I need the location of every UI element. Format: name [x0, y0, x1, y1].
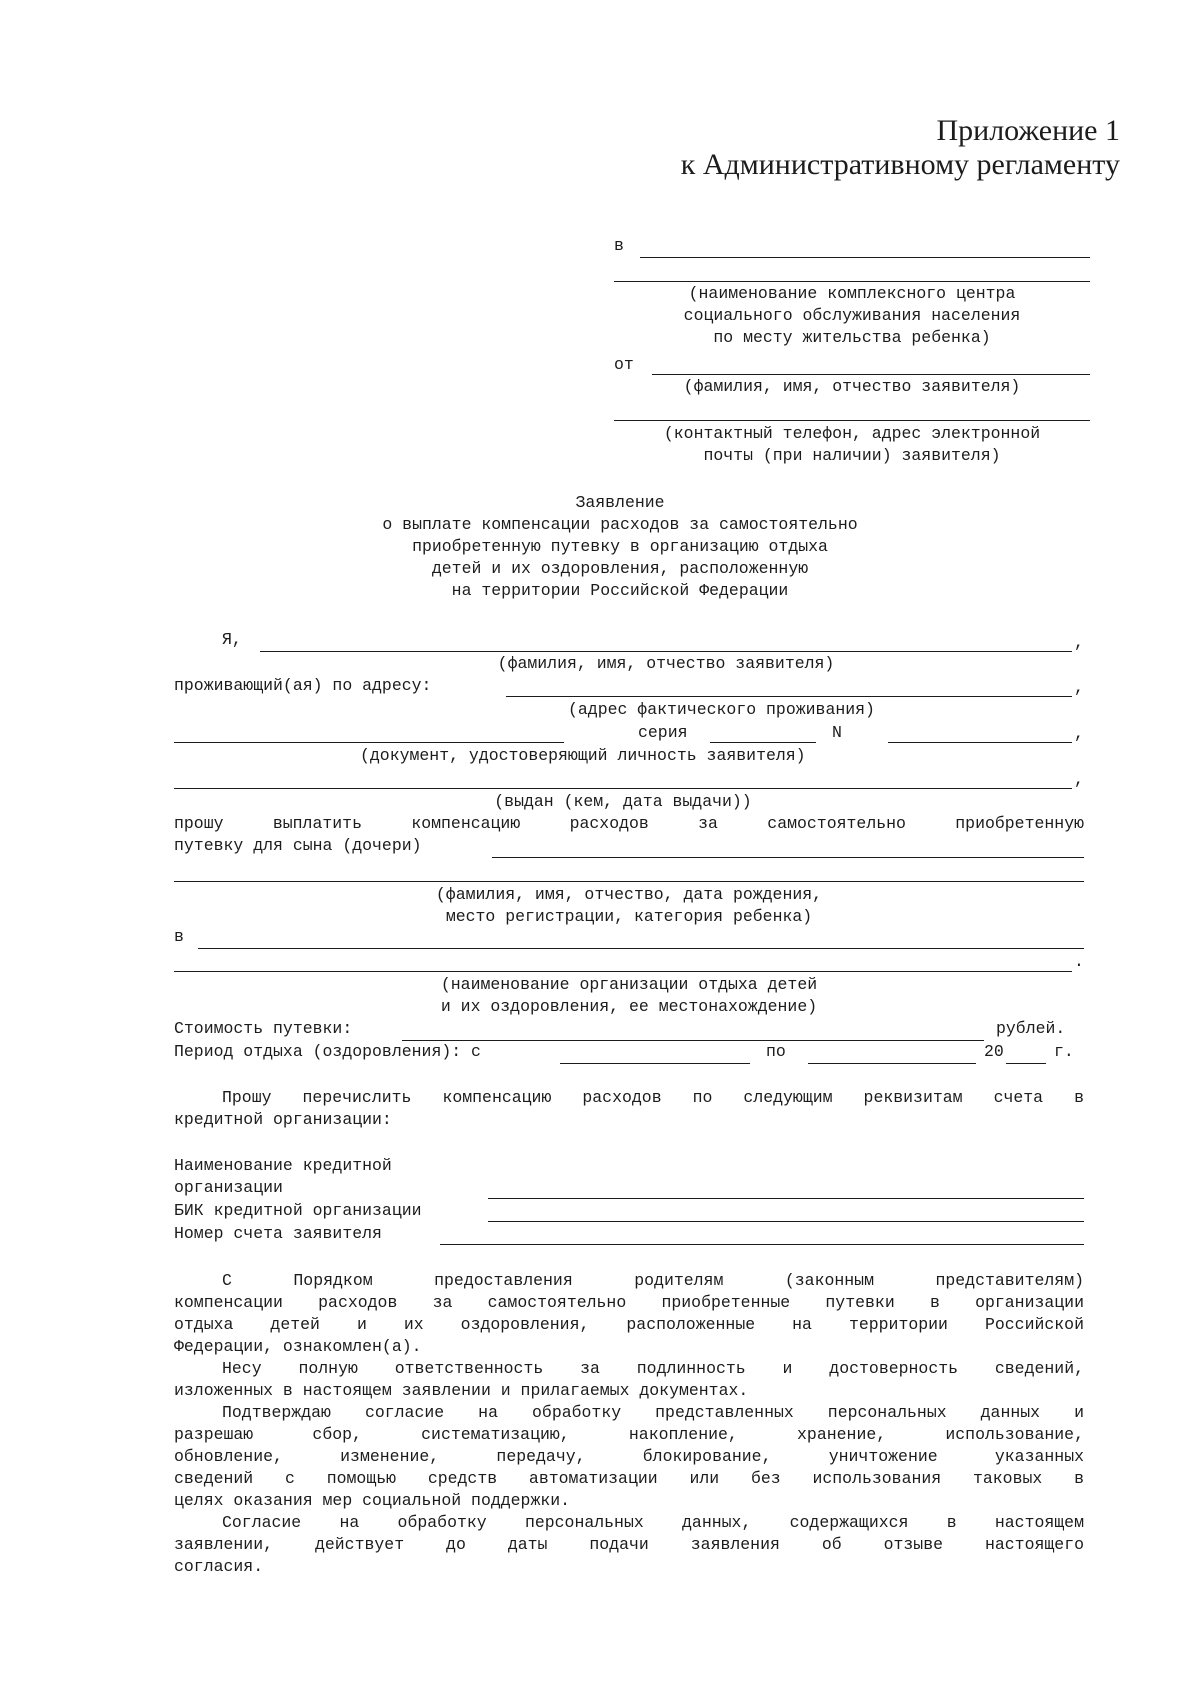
- appendix-number: Приложение 1: [936, 114, 1120, 147]
- account-line: [440, 1244, 1084, 1245]
- contact-caption: [614, 423, 1090, 467]
- i-label: Я,: [222, 630, 242, 649]
- fio-line: [260, 651, 1072, 652]
- period-to-line: [808, 1063, 976, 1064]
- address-line: [506, 696, 1072, 697]
- addressee-prefix-from: от: [614, 355, 634, 374]
- applicant-line: [652, 374, 1090, 375]
- period-from-line: [560, 1063, 750, 1064]
- consent-line: разрешаю сбор, систематизацию, накопление, хранение, использование,: [174, 1425, 1084, 1444]
- applicant-caption: (фамилия, имя, отчество заявителя): [683, 377, 1021, 396]
- issued-line: [174, 788, 1072, 789]
- contact-caption-line: (контактный телефон, адрес электронной: [663, 424, 1041, 443]
- org-line-1: [198, 948, 1084, 949]
- series-line: [710, 742, 816, 743]
- consent-line: С Порядком предоставления родителям (законным представителям): [222, 1271, 1084, 1290]
- cost-label: Стоимость путевки:: [174, 1019, 353, 1038]
- residing-label: проживающий(ая) по адресу:: [174, 676, 432, 695]
- child-caption-line: (фамилия, имя, отчество, дата рождения,: [435, 885, 823, 904]
- bank-name-label: Наименование кредитной: [174, 1156, 392, 1175]
- title-line: на территории Российской Федерации: [451, 581, 789, 600]
- consent-line: Согласие на обработку персональных данных, содержащихся в настоящем: [222, 1513, 1084, 1532]
- child-caption-line: место регистрации, категория ребенка): [445, 907, 813, 926]
- consent-line: Федерации, ознакомлен(а).: [174, 1337, 422, 1356]
- series-label: серия: [638, 723, 688, 742]
- period-year-line: [1006, 1063, 1046, 1064]
- voucher-label: путевку для сына (дочери): [174, 836, 422, 855]
- bank-intro-line: Прошу перечислить компенсацию расходов по следующим реквизитам счета в: [222, 1088, 1084, 1107]
- bank-intro-line: кредитной организации:: [174, 1110, 392, 1129]
- number-line: [888, 742, 1072, 743]
- cost-line: [402, 1040, 984, 1041]
- contact-line: [614, 420, 1090, 421]
- request-line: прошу выплатить компенсацию расходов за самостоятельно приобретенную: [174, 814, 1084, 833]
- title-line: приобретенную путевку в организацию отдыха: [412, 537, 828, 556]
- consent-line: Подтверждаю согласие на обработку представленных персональных данных и: [222, 1403, 1084, 1422]
- voucher-line: [492, 857, 1084, 858]
- regulation-reference: к Административному регламенту: [680, 148, 1120, 181]
- period-dot: .: [1074, 952, 1084, 971]
- comma: ,: [1074, 724, 1084, 743]
- bik-line: [488, 1221, 1084, 1222]
- bank-name-label: организации: [174, 1178, 283, 1197]
- document-caption: (документ, удостоверяющий личность заявителя): [360, 746, 806, 765]
- contact-caption-line: почты (при наличии) заявителя): [703, 446, 1001, 465]
- consent-line: сведений с помощью средств автоматизации или без использования таковых в: [174, 1469, 1084, 1488]
- comma: ,: [1074, 678, 1084, 697]
- addressee-line-2: [614, 281, 1090, 282]
- center-caption-line: по месту жительства ребенка): [713, 328, 991, 347]
- org-line-2: [174, 971, 1072, 972]
- addressee-line-1: [640, 257, 1090, 258]
- org-caption-line: (наименование организации отдыха детей: [440, 975, 818, 994]
- address-caption: (адрес фактического проживания): [568, 700, 875, 719]
- consent-line: отдыха детей и их оздоровления, расположенные на территории Российской: [174, 1315, 1084, 1334]
- org-caption: [174, 974, 1084, 1018]
- consent-line: заявлении, действует до даты подачи заявления об отзыве настоящего: [174, 1535, 1084, 1554]
- bank-name-line: [488, 1198, 1084, 1199]
- period-label: Период отдыха (оздоровления): с: [174, 1042, 481, 1061]
- consent-line: Несу полную ответственность за подлинность и достоверность сведений,: [222, 1359, 1084, 1378]
- consent-line: целях оказания мер социальной поддержки.: [174, 1491, 571, 1510]
- comma: ,: [1074, 770, 1084, 789]
- consent-line: обновление, изменение, передачу, блокирование, уничтожение указанных: [174, 1447, 1084, 1466]
- title-heading: Заявление: [575, 493, 665, 512]
- addressee-prefix-to: в: [614, 236, 624, 255]
- fio-caption: (фамилия, имя, отчество заявителя): [497, 654, 835, 673]
- title-line: о выплате компенсации расходов за самостоятельно: [382, 515, 858, 534]
- period-to-label: по: [766, 1042, 786, 1061]
- child-line: [174, 881, 1084, 882]
- account-label: Номер счета заявителя: [174, 1224, 382, 1243]
- child-caption: [174, 884, 1084, 928]
- document-line: [174, 742, 564, 743]
- center-caption-line: социального обслуживания населения: [683, 306, 1021, 325]
- org-caption-line: и их оздоровления, ее местонахождение): [440, 997, 818, 1016]
- number-label: N: [832, 723, 842, 742]
- consent-line: компенсации расходов за самостоятельно приобретенные путевки в организации: [174, 1293, 1084, 1312]
- title-line: детей и их оздоровления, расположенную: [431, 559, 809, 578]
- center-caption: [614, 283, 1090, 349]
- cost-unit: рублей.: [996, 1019, 1066, 1038]
- comma: ,: [1074, 633, 1084, 652]
- bik-label: БИК кредитной организации: [174, 1201, 422, 1220]
- consent-line: согласия.: [174, 1557, 264, 1576]
- consent-line: изложенных в настоящем заявлении и прилагаемых документах.: [174, 1381, 749, 1400]
- document-title: [170, 492, 1070, 602]
- period-year: 20: [984, 1042, 1004, 1061]
- in-label: в: [174, 927, 184, 946]
- center-caption-line: (наименование комплексного центра: [688, 284, 1016, 303]
- period-year-suffix: г.: [1054, 1042, 1074, 1061]
- issued-caption: (выдан (кем, дата выдачи)): [494, 792, 752, 811]
